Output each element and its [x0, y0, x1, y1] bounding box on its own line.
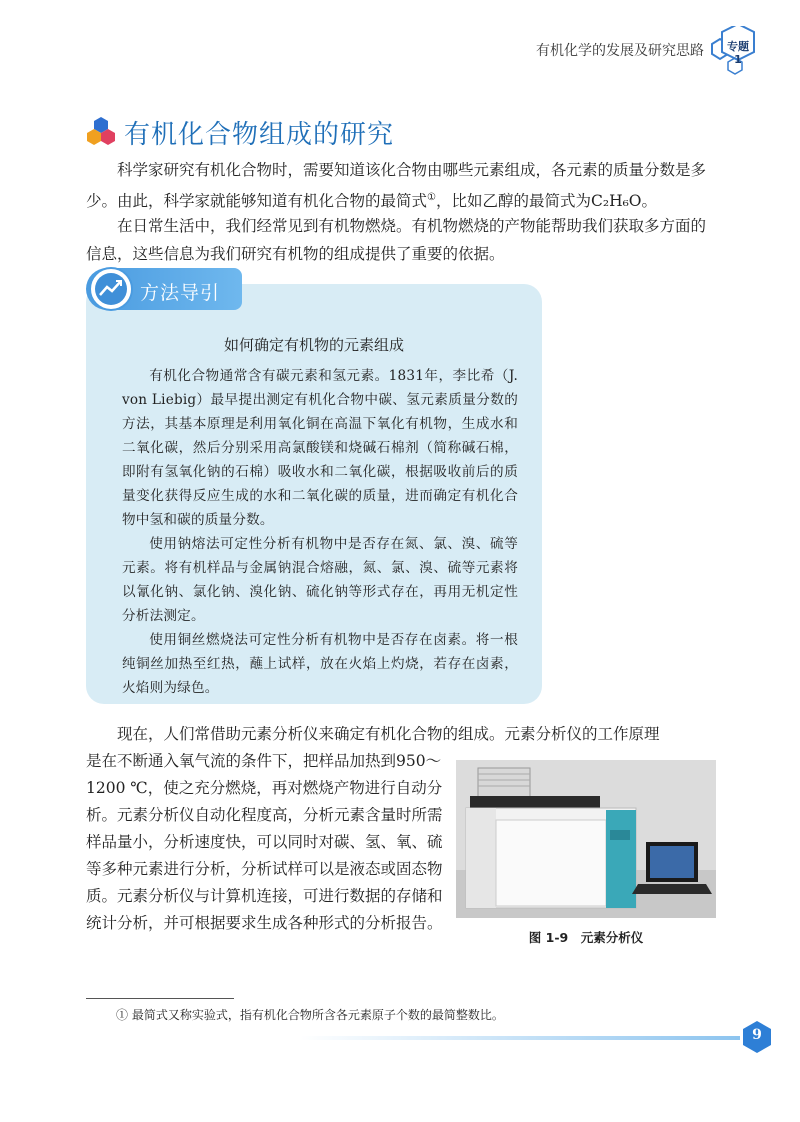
footnote-marker[interactable]: ①	[427, 192, 436, 203]
intro-p1-text: 科学家研究有机化合物时，需要知道该化合物由哪些元素组成，各元素的质量分数是多少。由此，科学家就能够知道有机化合物的最简式	[86, 161, 707, 211]
figure-caption: 图 1-9 元素分析仪	[528, 930, 644, 945]
method-paragraph-1: 有机化合物通常含有碳元素和氢元素。1831年，李比希（J. von Liebig）最早提出测定有机化合物中碳、氢元素质量分数的方法，其基本原理是利用氧化铜在高温下氧化有机物，生成水和二氧化碳，然后分别采用高氯酸镁和烧碱石棉剂（简称碱石棉，即附有氢氧化钠的石棉）吸收水和二氧化碳，根据吸收前后的质量变化获得反应生成的水和二氧化碳的质量，进而确定有机化合物中氢和碳的质量分数。	[122, 368, 518, 528]
page-number: 9	[752, 1027, 762, 1043]
element-analyzer-photo	[456, 760, 716, 918]
section-title: 有机化合物组成的研究	[124, 120, 395, 150]
page-bar	[300, 1036, 740, 1040]
badge-line2: 1	[734, 53, 742, 66]
intro-paragraph-2: 在日常生活中，我们经常见到有机物燃烧。有机物燃烧的产物能帮助我们获取多方面的信息，这些信息为我们研究有机物的组成提供了重要的依据。	[86, 217, 707, 263]
cubes-icon	[86, 116, 116, 146]
analyzer-illustration	[456, 760, 716, 918]
intro-paragraph-1	[86, 156, 718, 215]
intro-p1-text-2: ，比如乙醇的最简式为	[435, 192, 591, 211]
intro-p1-end: 。	[641, 192, 658, 211]
method-heading: 如何确定有机物的元素组成	[223, 336, 404, 354]
running-header: 有机化学的发展及研究思路	[536, 43, 704, 59]
footnote-divider	[86, 998, 234, 999]
ethanol-formula: C₂H₆O	[591, 192, 642, 211]
analyzer-paragraph-lead: 现在，人们常借助元素分析仪来确定有机化合物的组成。元素分析仪的工作原理	[117, 725, 660, 743]
method-paragraph-3: 使用铜丝燃烧法可定性分析有机物中是否存在卤素。将一根纯铜丝加热至红热，蘸上试样，放在火焰上灼烧，若存在卤素，火焰则为绿色。	[122, 632, 518, 696]
method-guide-label: 方法导引	[140, 282, 221, 304]
chapter-badge	[700, 26, 760, 96]
chapter-badge-label	[720, 40, 756, 66]
analyzer-paragraph-wrap: 是在不断通入氧气流的条件下，把样品加热到950～1200 ℃，使之充分燃烧，再对燃烧产物进行自动分析。元素分析仪自动化程度高，分析元素含量时所需样品量小，分析速度快，可以同时对碳、氢、氧、硫等多种元素进行分析，分析试样可以是液态或固态物质。元素分析仪与计算机连接，可进行数据的存储和统计分析，并可根据要求生成各种形式的分析报告。	[86, 752, 443, 932]
badge-line1: 专题	[727, 40, 749, 53]
method-paragraph-2: 使用钠熔法可定性分析有机物中是否存在氮、氯、溴、硫等元素。将有机样品与金属钠混合熔融，氮、氯、溴、硫等元素将以氰化钠、氯化钠、溴化钠、硫化钠等形式存在，再用无机定性分析法测定。	[122, 536, 518, 624]
chart-trend-icon	[88, 266, 134, 312]
section-heading	[86, 114, 394, 151]
footnote-text: ① 最简式又称实验式，指有机化合物所含各元素原子个数的最简整数比。	[116, 1008, 504, 1022]
